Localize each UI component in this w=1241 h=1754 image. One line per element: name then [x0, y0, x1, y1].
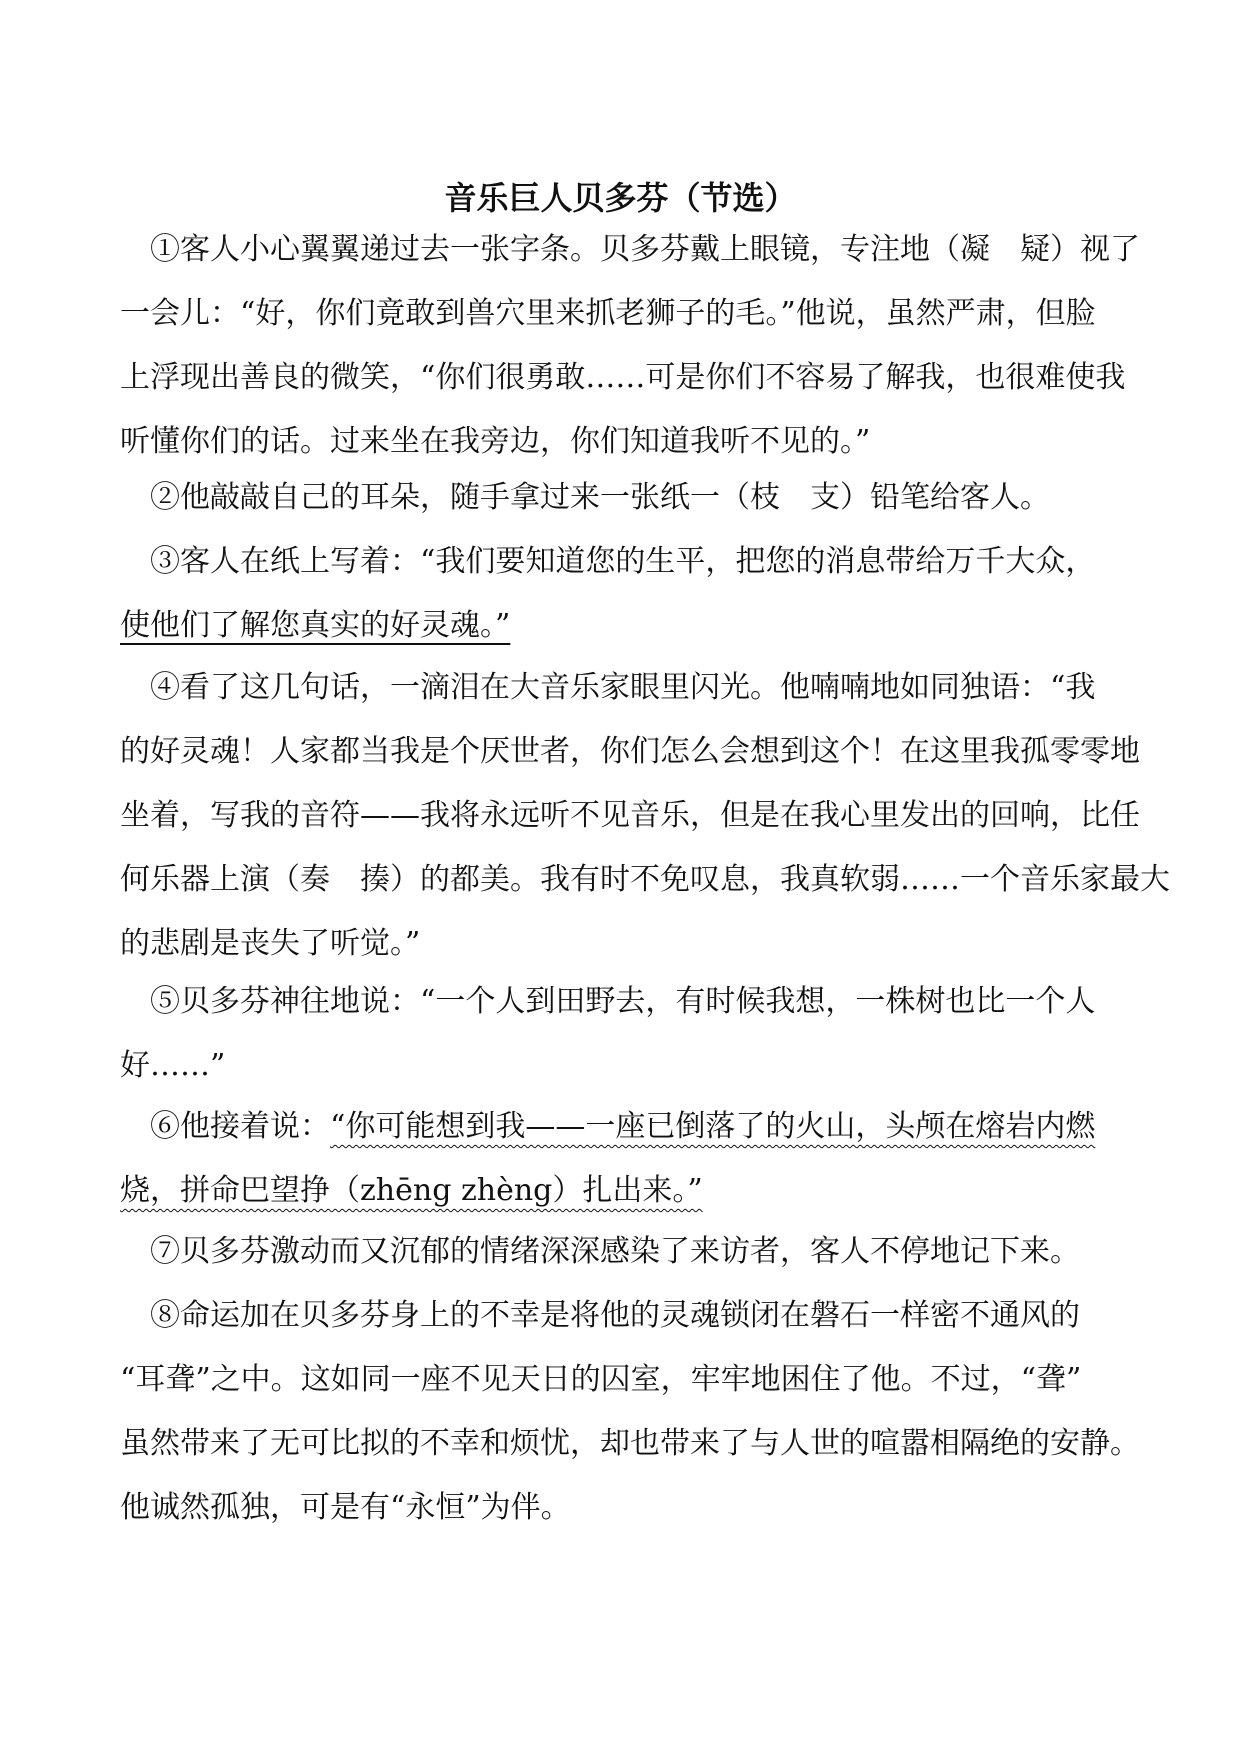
- text-line: 的好灵魂！人家都当我是个厌世者，你们怎么会想到这个！在这里我孤零零地: [120, 734, 1140, 769]
- text-line: 听懂你们的话。过来坐在我旁边，你们知道我听不见的。”: [120, 424, 871, 459]
- text-line: 何乐器上演（奏 揍）的都美。我有时不免叹息，我真软弱……一个音乐家最大: [120, 862, 1170, 897]
- text-line: “耳聋”之中。这如同一座不见天日的囚室，牢牢地困住了他。不过，“聋”: [120, 1362, 1082, 1397]
- underlined-line-wrapper: [120, 594, 1124, 658]
- text-line: 虽然带来了无可比拟的不幸和烦忧，却也带来了与人世的喧嚣相隔绝的安静。: [120, 1426, 1140, 1461]
- text-line: [120, 1159, 1124, 1223]
- underlined-sentence: 使他们了解您真实的好灵魂。”: [120, 608, 511, 643]
- text-line: ③客人在纸上写着：“我们要知道您的生平，把您的消息带给万千大众，: [120, 544, 1096, 579]
- text-line: 好……”: [120, 1048, 226, 1083]
- paragraph-1: [120, 218, 1140, 474]
- paragraph-7: [120, 1220, 1124, 1284]
- wavy-underlined-sentence: 烧，拼命巴望挣（zhēng zhèng）扎出来。”: [120, 1173, 703, 1208]
- text-line: 坐着，写我的音符——我将永远听不见音乐，但是在我心里发出的回响，比任: [120, 798, 1140, 833]
- document-title: 音乐巨人贝多芬（节选）: [444, 179, 797, 217]
- text-line: [120, 1095, 1124, 1159]
- paragraph-8: [120, 1284, 1140, 1540]
- paragraph-4: [120, 656, 1170, 976]
- paragraph-6: [120, 1095, 1124, 1223]
- paragraph-3: [120, 530, 1124, 658]
- paragraph-6-prefix: ⑥他接着说：: [120, 1109, 330, 1144]
- text-line: 上浮现出善良的微笑，“你们很勇敢……可是你们不容易了解我，也很难使我: [120, 360, 1126, 395]
- paragraph-5: [120, 970, 1124, 1098]
- text-line: 他诚然孤独，可是有“永恒”为伴。: [120, 1490, 571, 1525]
- text-line: ①客人小心翼翼递过去一张字条。贝多芬戴上眼镜，专注地（凝 疑）视了: [120, 232, 1140, 267]
- text-line: 一会儿：“好，你们竟敢到兽穴里来抓老狮子的毛。”他说，虽然严肃，但脸: [120, 296, 1096, 331]
- wavy-underlined-sentence: “你可能想到我——一座已倒落了的火山，头颅在熔岩内燃: [330, 1109, 1096, 1144]
- text-line: 的悲剧是丧失了听觉。”: [120, 926, 421, 961]
- text-line: ②他敲敲自己的耳朵，随手拿过来一张纸一（枝 支）铅笔给客人。: [120, 480, 1050, 515]
- paragraph-2: [120, 466, 1124, 530]
- text-line: ④看了这几句话，一滴泪在大音乐家眼里闪光。他喃喃地如同独语：“我: [120, 670, 1096, 705]
- text-line: ⑧命运加在贝多芬身上的不幸是将他的灵魂锁闭在磐石一样密不通风的: [120, 1298, 1080, 1333]
- text-line: ⑤贝多芬神往地说：“一个人到田野去，有时候我想，一株树也比一个人: [120, 984, 1096, 1019]
- text-line: ⑦贝多芬激动而又沉郁的情绪深深感染了来访者，客人不停地记下来。: [120, 1234, 1080, 1269]
